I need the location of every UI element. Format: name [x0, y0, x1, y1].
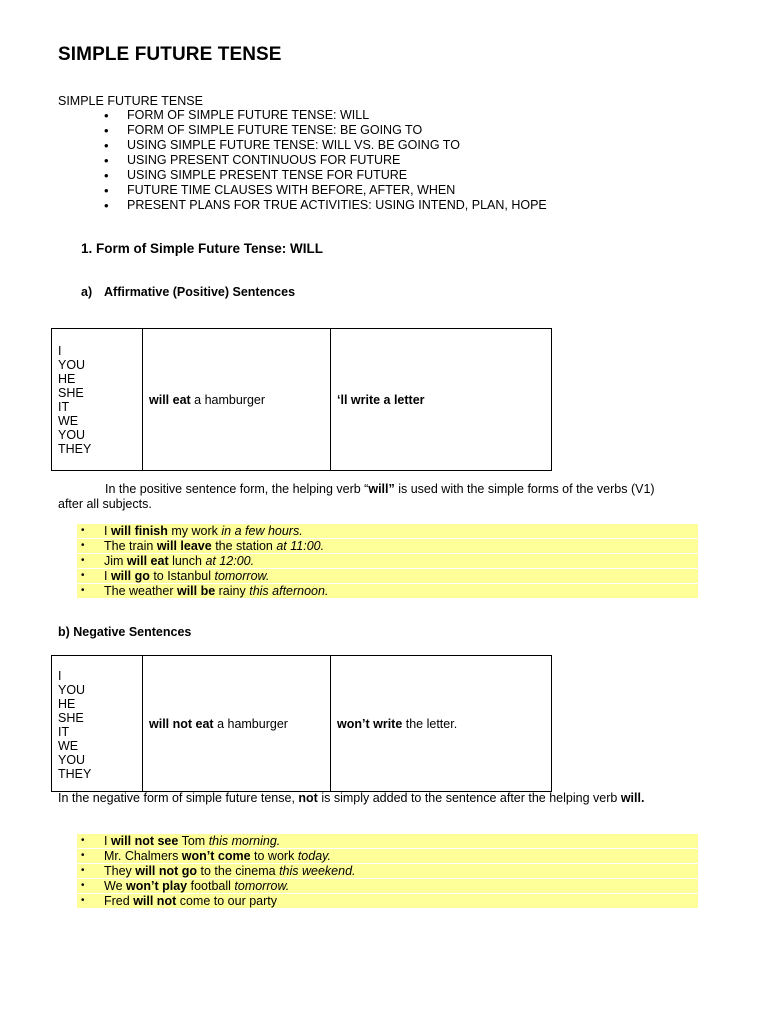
- affirmative-examples: [77, 524, 698, 599]
- table-of-contents: [58, 108, 658, 213]
- example-item: [77, 894, 698, 908]
- pronoun: YOU: [58, 753, 86, 767]
- toc-item: • USING SIMPLE FUTURE TENSE: WILL VS. BE GOING TO: [58, 138, 658, 153]
- t: The train: [104, 539, 157, 553]
- t: Tom: [178, 834, 209, 848]
- pronoun: YOU: [58, 357, 86, 372]
- pronoun: WE: [58, 413, 79, 428]
- t: rainy: [215, 584, 250, 598]
- toc-item: • USING SIMPLE PRESENT TENSE FOR FUTURE: [58, 168, 658, 183]
- verb-object: a hamburger: [190, 392, 266, 407]
- t: We: [104, 879, 126, 893]
- negative-explanation: [58, 791, 738, 806]
- example-item: [77, 539, 698, 553]
- pronoun: I: [58, 343, 62, 358]
- pronoun: IT: [58, 399, 70, 414]
- pronoun-cell: [52, 656, 143, 792]
- t-italic: tomorrow.: [214, 569, 270, 583]
- toc-item: • FUTURE TIME CLAUSES WITH BEFORE, AFTER, WHEN: [58, 183, 658, 198]
- affirmative-label: a): [81, 285, 93, 299]
- t-bold: will not go: [135, 864, 198, 878]
- t-bold: will leave: [156, 539, 212, 553]
- t-bold: will not: [133, 894, 177, 908]
- t: I: [104, 834, 111, 848]
- text-bold: will”: [368, 482, 395, 496]
- pronoun: HE: [58, 697, 76, 711]
- t-bold: will go: [110, 569, 150, 583]
- verb-object: the letter.: [402, 716, 458, 731]
- pronoun: IT: [58, 725, 70, 739]
- verb-bold: won’t write: [337, 716, 403, 731]
- affirmative-table: [51, 328, 552, 471]
- text: In the positive sentence form, the helping verb “: [105, 482, 369, 496]
- affirmative-explanation: [58, 482, 718, 512]
- affirmative-heading: [81, 285, 295, 299]
- t: my work: [167, 524, 222, 538]
- verb-bold: ‘ll write a letter: [337, 392, 425, 407]
- text: is used with the simple forms of the verbs (V1): [394, 482, 655, 496]
- pronoun: SHE: [58, 385, 84, 400]
- t: football: [187, 879, 235, 893]
- will-not-eat-cell: [143, 656, 331, 792]
- example-item: [77, 864, 698, 878]
- verb-bold: will not eat: [149, 716, 214, 731]
- verb-bold: will eat: [149, 392, 191, 407]
- t: the station: [211, 539, 277, 553]
- pronoun: HE: [58, 371, 76, 386]
- example-item: [77, 584, 698, 598]
- t-italic: tomorrow.: [234, 879, 290, 893]
- negative-examples: [77, 834, 698, 909]
- example-item: [77, 569, 698, 583]
- pronoun: WE: [58, 739, 79, 753]
- pronoun: THEY: [58, 441, 92, 456]
- t-bold: won’t come: [181, 849, 251, 863]
- verb-object: a hamburger: [213, 716, 288, 731]
- example-item: [77, 879, 698, 893]
- t: I: [104, 569, 111, 583]
- example-item: [77, 524, 698, 538]
- toc-item: • FORM OF SIMPLE FUTURE TENSE: WILL: [58, 108, 658, 123]
- t: Mr. Chalmers: [104, 849, 182, 863]
- wont-write-cell: [331, 656, 552, 792]
- t-bold: won’t play: [126, 879, 188, 893]
- t-bold: will finish: [110, 524, 168, 538]
- pronoun-cell: [52, 329, 143, 471]
- toc-heading: SIMPLE FUTURE TENSE: [58, 94, 203, 108]
- section-heading-will: 1. Form of Simple Future Tense: WILL: [81, 241, 324, 256]
- pronoun: YOU: [58, 427, 86, 442]
- t-italic: today.: [297, 849, 331, 863]
- t-bold: will be: [176, 584, 216, 598]
- toc-item: • USING PRESENT CONTINUOUS FOR FUTURE: [58, 153, 658, 168]
- t: to work: [250, 849, 298, 863]
- affirmative-title: Affirmative (Positive) Sentences: [104, 285, 296, 299]
- t-italic: at 12:00.: [205, 554, 255, 568]
- will-eat-cell: [143, 329, 331, 471]
- example-item: [77, 849, 698, 863]
- example-item: [77, 554, 698, 568]
- t: Fred: [104, 894, 134, 908]
- t: They: [104, 864, 136, 878]
- t: The weather: [104, 584, 177, 598]
- t-italic: this afternoon.: [249, 584, 329, 598]
- text-bold: not: [298, 791, 318, 805]
- t-bold: will not see: [110, 834, 179, 848]
- ll-write-cell: [331, 329, 552, 471]
- text: is simply added to the sentence after the helping verb: [317, 791, 621, 805]
- text: after all subjects.: [58, 497, 152, 511]
- page-title: SIMPLE FUTURE TENSE: [58, 44, 282, 65]
- pronoun: I: [58, 669, 62, 683]
- t: to the cinema: [197, 864, 280, 878]
- negative-heading: b) Negative Sentences: [58, 625, 192, 639]
- t-italic: this weekend.: [279, 864, 356, 878]
- t: I: [104, 524, 111, 538]
- pronoun: SHE: [58, 711, 84, 725]
- pronoun: YOU: [58, 683, 86, 697]
- t: lunch: [168, 554, 206, 568]
- t: Jim: [104, 554, 127, 568]
- t-italic: this morning.: [208, 834, 281, 848]
- toc-item: • PRESENT PLANS FOR TRUE ACTIVITIES: USING INTEND, PLAN, HOPE: [58, 198, 658, 213]
- negative-table: [51, 655, 552, 792]
- text: In the negative form of simple future tense,: [58, 791, 299, 805]
- t: come to our party: [176, 894, 277, 908]
- text-bold: will.: [620, 791, 645, 805]
- t: to Istanbul: [149, 569, 215, 583]
- t-bold: will eat: [126, 554, 169, 568]
- t-italic: in a few hours.: [221, 524, 303, 538]
- pronoun: THEY: [58, 767, 92, 781]
- example-item: [77, 834, 698, 848]
- t-italic: at 11:00.: [276, 539, 325, 553]
- toc-item: • FORM OF SIMPLE FUTURE TENSE: BE GOING TO: [58, 123, 658, 138]
